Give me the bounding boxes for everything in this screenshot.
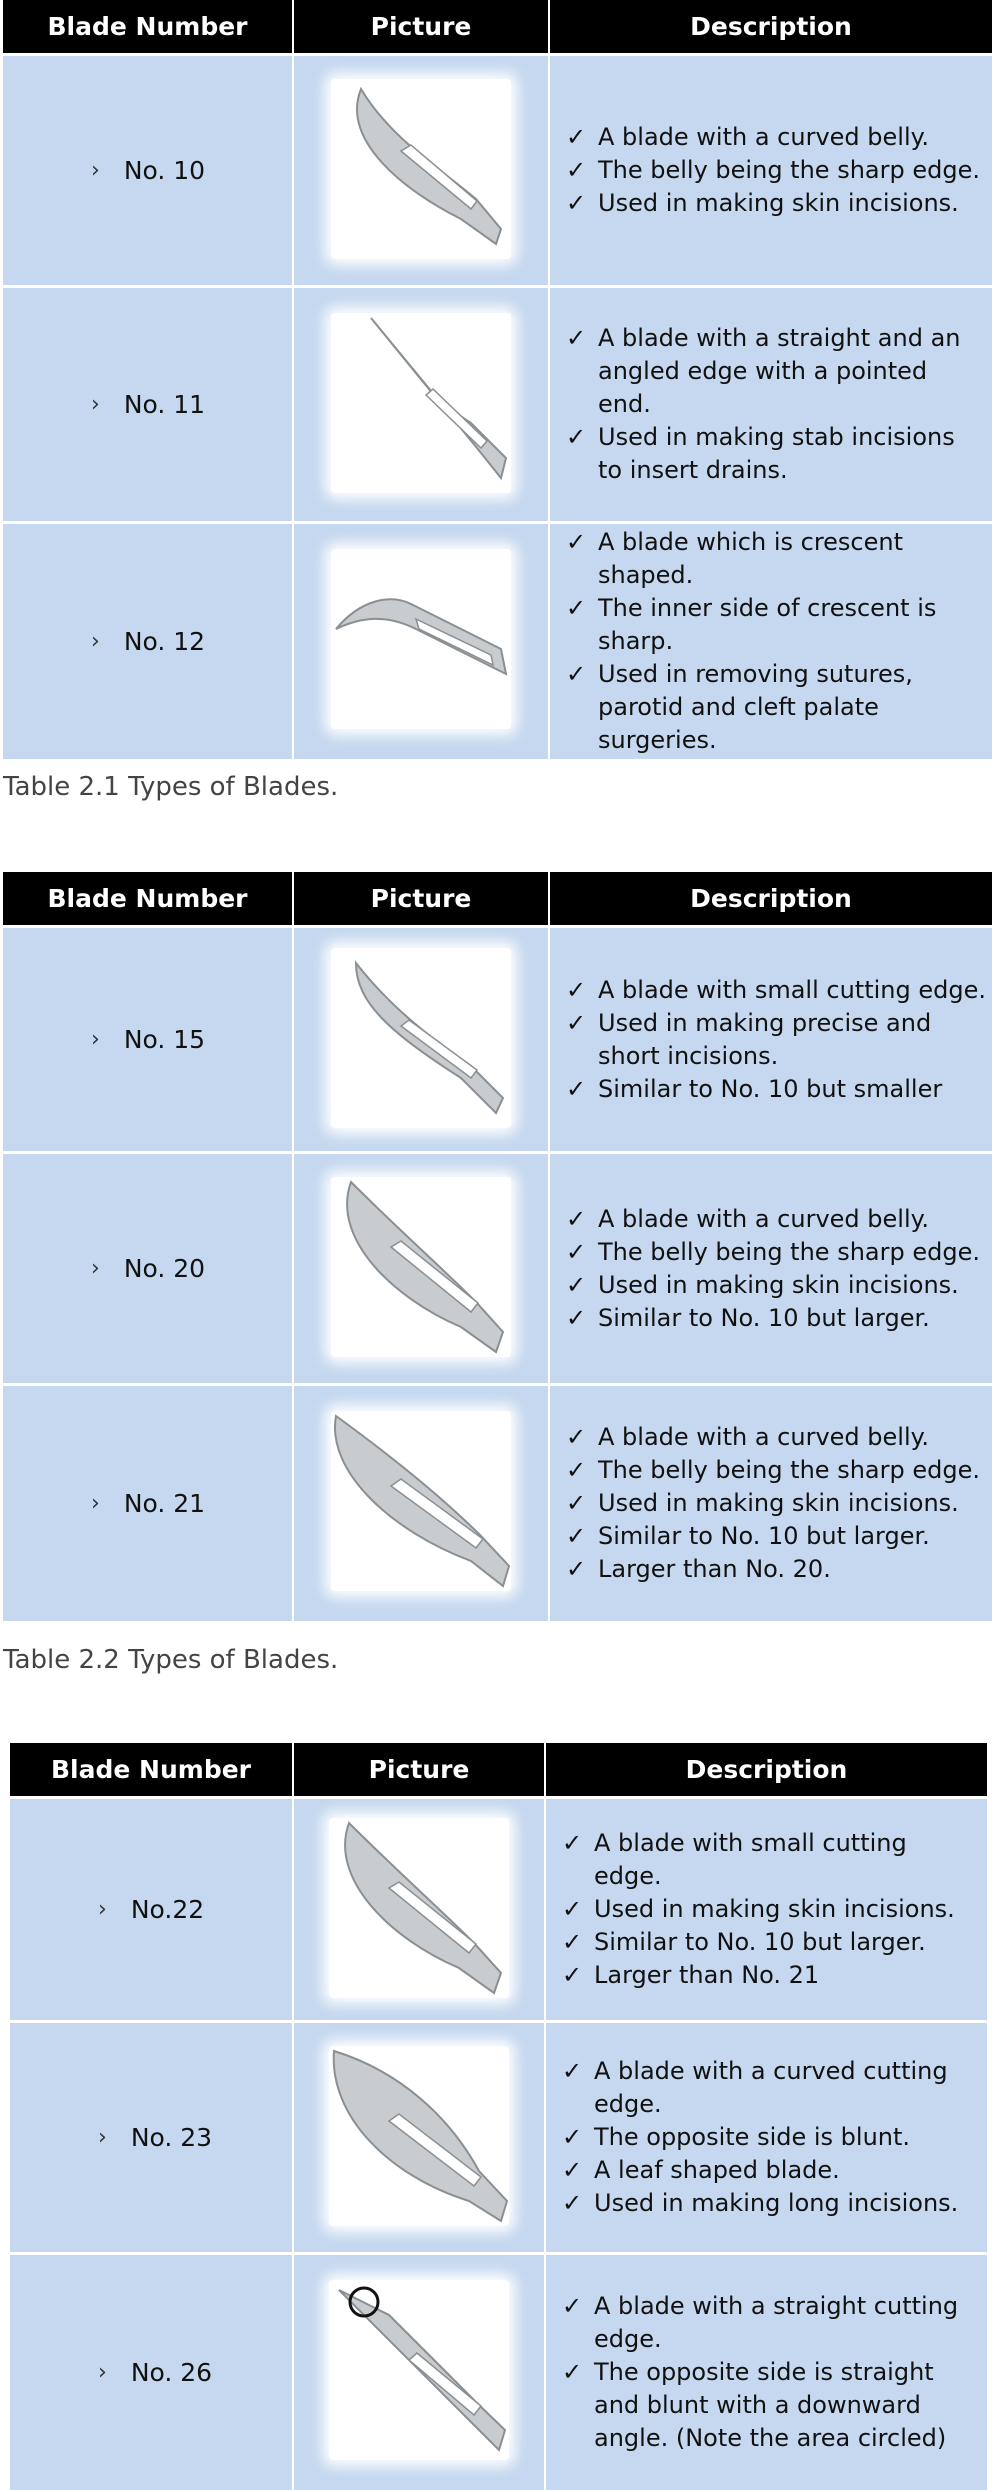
blade-number: No. 12 (123, 626, 206, 656)
scalpel-blade-21-icon (331, 1411, 511, 1591)
description-item: ✓ A blade with small cutting edge. (564, 974, 986, 1007)
blade-table-1 (3, 0, 992, 759)
blade-table-3 (10, 1743, 987, 2490)
table-row (3, 1153, 992, 1385)
header-blade-number: Blade Number (10, 1743, 293, 1798)
blade-table-2 (3, 872, 992, 1621)
description-list (550, 526, 992, 757)
blade-number: No. 23 (130, 2123, 213, 2152)
blade-number: No. 11 (123, 390, 206, 419)
description-item: ✓ A blade which is crescent shaped. (564, 526, 986, 592)
description-list (550, 1421, 992, 1586)
description-item: ✓ Similar to No. 10 but smaller (564, 1073, 986, 1106)
table-caption: Table 2.2 Types of Blades. (3, 1645, 339, 1675)
scalpel-blade-11-icon (331, 313, 511, 493)
blade-number-cell (3, 156, 292, 185)
blade-number: No.22 (130, 1895, 205, 1924)
description-item: ✓ The inner side of crescent is sharp. (564, 592, 986, 658)
chevron-right-icon: › (98, 2125, 107, 2150)
scalpel-blade-23-icon (329, 2046, 509, 2226)
scalpel-blade-20-icon (331, 1177, 511, 1357)
header-picture: Picture (293, 0, 549, 55)
blade-number-cell (10, 2123, 292, 2152)
blade-number-cell (10, 2358, 292, 2387)
table-header-row (3, 0, 992, 55)
table-row (10, 2254, 987, 2490)
description-item: ✓ Larger than No. 20. (564, 1553, 986, 1586)
description-list (550, 974, 992, 1106)
blade-number-cell (3, 627, 292, 656)
blade-number-cell (3, 1254, 292, 1283)
blade-number-cell (3, 1489, 292, 1518)
header-description: Description (549, 0, 992, 55)
table-row (3, 287, 992, 523)
chevron-right-icon: › (98, 2359, 107, 2385)
description-item: ✓ A blade with a straight and an angled edge with a pointed end. (564, 322, 986, 421)
description-item: ✓ Used in making long incisions. (560, 2187, 981, 2220)
description-item: ✓ A blade with a curved belly. (564, 1203, 986, 1236)
description-item: ✓ Similar to No. 10 but larger. (564, 1520, 986, 1553)
chevron-right-icon: › (91, 1256, 100, 1281)
description-item: ✓ Used in making stab incisions to insert drains. (564, 421, 986, 487)
description-item: ✓ Used in making precise and short incisions. (564, 1007, 986, 1073)
description-item: ✓ Similar to No. 10 but larger. (564, 1302, 986, 1335)
table-row (3, 523, 992, 759)
header-blade-number: Blade Number (3, 872, 293, 927)
description-list (546, 1827, 987, 1992)
blade-number-cell (10, 1895, 292, 1924)
description-item: ✓ Used in making skin incisions. (564, 187, 986, 220)
description-list (550, 322, 992, 487)
description-item: ✓ A blade with small cutting edge. (560, 1827, 981, 1893)
header-description: Description (545, 1743, 987, 1798)
blade-number-cell (3, 390, 292, 419)
description-list (546, 2290, 987, 2455)
chevron-right-icon: › (91, 158, 100, 183)
description-list (550, 1203, 992, 1335)
chevron-right-icon: › (91, 392, 100, 417)
chevron-right-icon: › (98, 1897, 107, 1922)
table-header-row (10, 1743, 987, 1798)
description-item: ✓ A blade with a curved cutting edge. (560, 2055, 981, 2121)
description-item: ✓ The belly being the sharp edge. (564, 1454, 986, 1487)
description-item: ✓ The opposite side is straight and blunt with a downward angle. (Note the area circled) (560, 2356, 981, 2455)
blade-number: No. 10 (123, 156, 206, 185)
table-row (10, 1798, 987, 2022)
table-row (3, 927, 992, 1153)
scalpel-blade-15-icon (331, 948, 511, 1128)
description-item: ✓ The opposite side is blunt. (560, 2121, 981, 2154)
header-blade-number: Blade Number (3, 0, 293, 55)
description-item: ✓ The belly being the sharp edge. (564, 1236, 986, 1269)
header-description: Description (549, 872, 992, 927)
blade-number: No. 15 (123, 1025, 206, 1054)
chevron-right-icon: › (91, 1490, 100, 1516)
description-item: ✓ Used in making skin incisions. (560, 1893, 981, 1926)
blade-number: No. 20 (123, 1254, 206, 1283)
table-row (3, 55, 992, 287)
description-list (546, 2055, 987, 2220)
description-item: ✓ Larger than No. 21 (560, 1959, 981, 1992)
table-row (10, 2022, 987, 2254)
chevron-right-icon: › (91, 628, 100, 654)
description-item: ✓ Used in making skin incisions. (564, 1269, 986, 1302)
description-item: ✓ Used in removing sutures, parotid and cleft palate surgeries. (564, 658, 986, 757)
description-item: ✓ Used in making skin incisions. (564, 1487, 986, 1520)
scalpel-blade-22-icon (329, 1818, 509, 1998)
blade-number: No. 26 (130, 2357, 213, 2387)
table-caption: Table 2.1 Types of Blades. (3, 772, 339, 802)
description-item: ✓ The belly being the sharp edge. (564, 154, 986, 187)
description-list (550, 121, 992, 220)
description-item: ✓ A leaf shaped blade. (560, 2154, 981, 2187)
scalpel-blade-26-icon (329, 2280, 509, 2460)
header-picture: Picture (293, 872, 549, 927)
table-header-row (3, 872, 992, 927)
description-item: ✓ Similar to No. 10 but larger. (560, 1926, 981, 1959)
scalpel-blade-10-icon (331, 79, 511, 259)
blade-number: No. 21 (123, 1488, 206, 1518)
description-item: ✓ A blade with a straight cutting edge. (560, 2290, 981, 2356)
chevron-right-icon: › (91, 1027, 100, 1052)
table-row (3, 1385, 992, 1621)
description-item: ✓ A blade with a curved belly. (564, 121, 986, 154)
blade-number-cell (3, 1025, 292, 1054)
description-item: ✓ A blade with a curved belly. (564, 1421, 986, 1454)
header-picture: Picture (293, 1743, 545, 1798)
scalpel-blade-12-icon (331, 549, 511, 729)
